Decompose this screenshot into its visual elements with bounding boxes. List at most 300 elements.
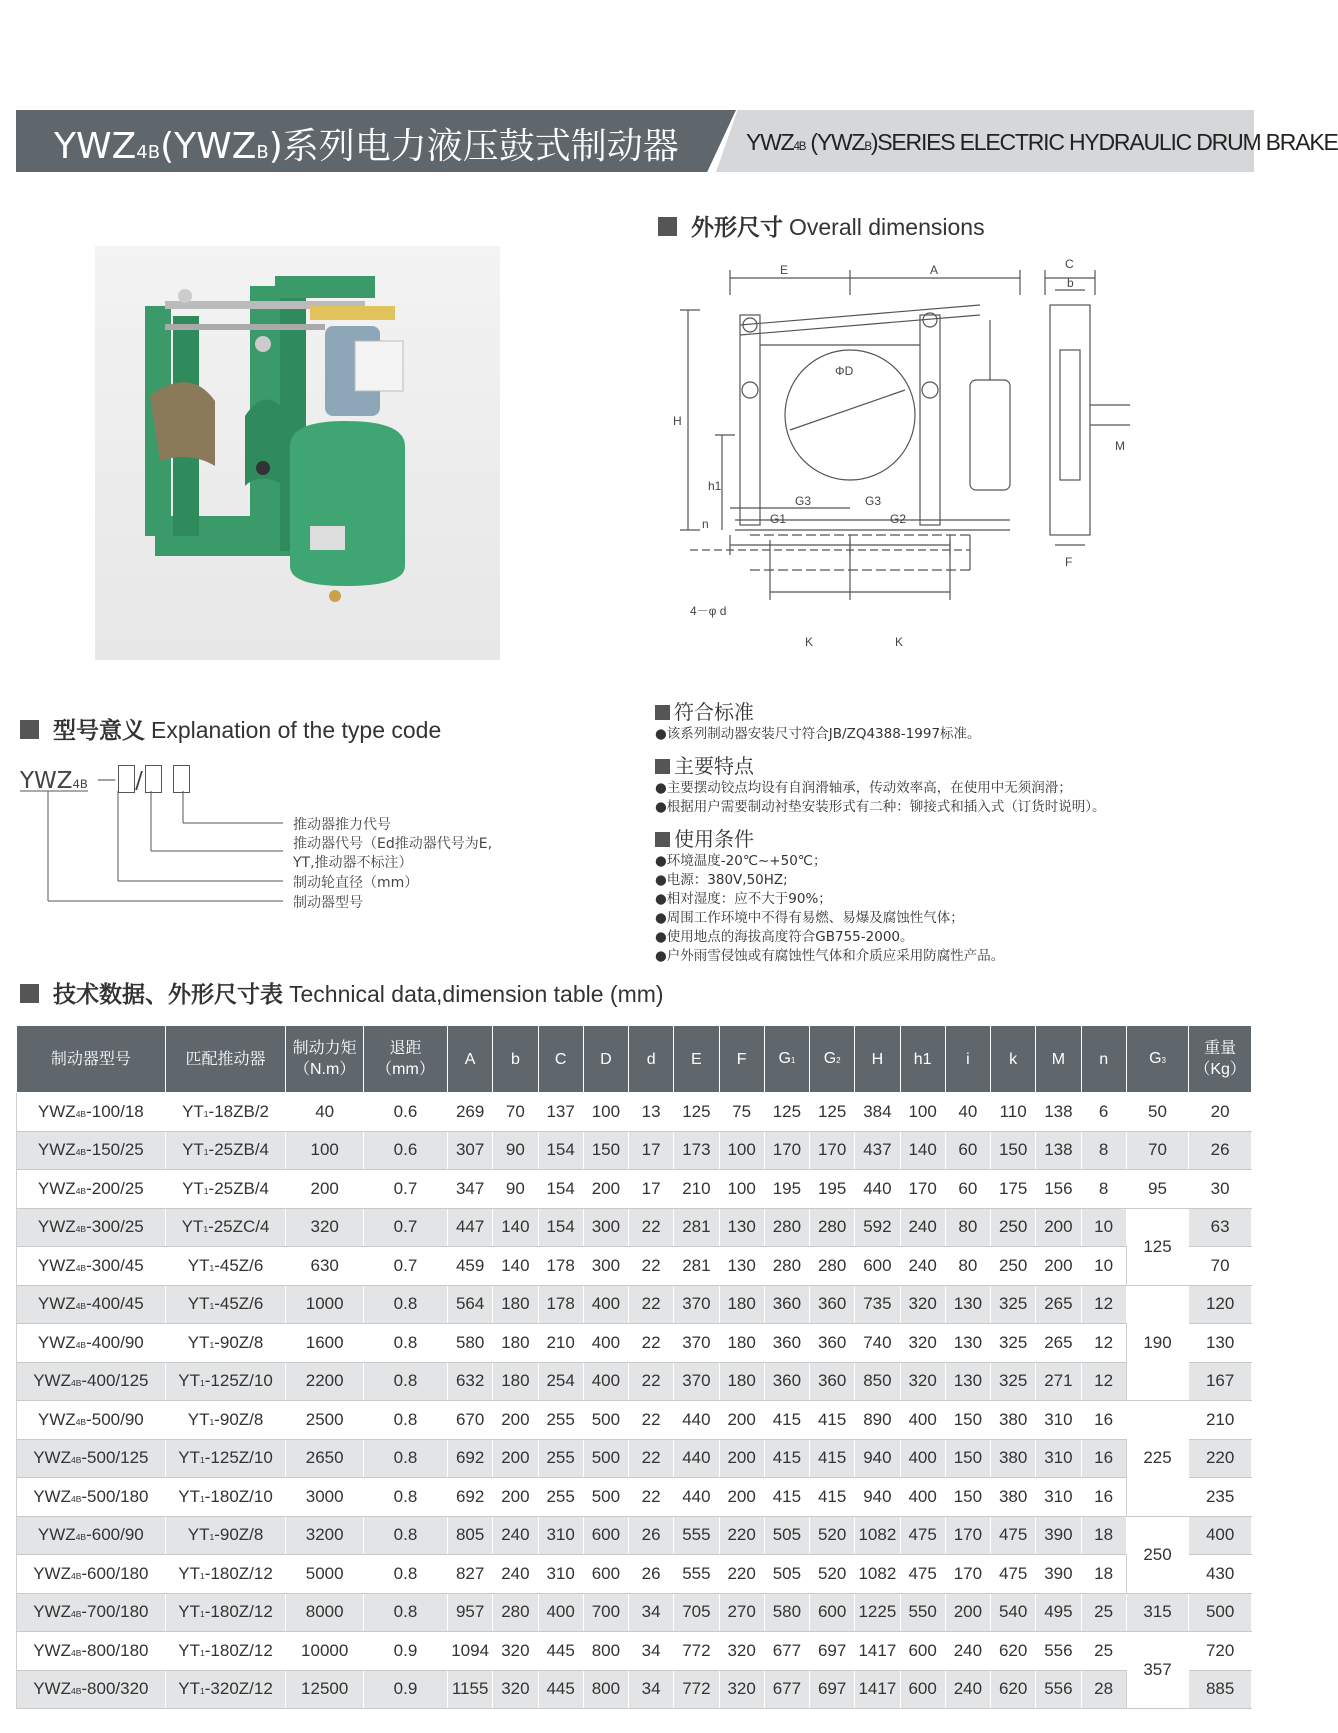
cell-h1: 550 xyxy=(900,1593,945,1632)
cell-pusher: YT1-90Z/8 xyxy=(165,1401,286,1440)
cell-D: 600 xyxy=(583,1516,628,1555)
cell-C: 255 xyxy=(538,1478,583,1517)
cell-G2: 195 xyxy=(810,1170,855,1209)
cell-r: 0.7 xyxy=(363,1247,447,1286)
cell-i: 80 xyxy=(945,1247,990,1286)
cell-pusher: YT1-180Z/12 xyxy=(165,1555,286,1594)
cell-b: 200 xyxy=(493,1478,538,1517)
product-photo xyxy=(95,246,500,660)
cell-pusher: YT1-90Z/8 xyxy=(165,1516,286,1555)
conditions-line: ●相对湿度：应不大于90%； xyxy=(655,891,832,907)
cell-weight: 210 xyxy=(1189,1401,1252,1440)
cell-pusher: YT1-180Z/10 xyxy=(165,1478,286,1517)
cell-model: YWZ4B-400/125 xyxy=(17,1362,166,1401)
table-row xyxy=(17,1093,1252,1132)
label-G2: G2 xyxy=(890,512,907,526)
cell-G2: 697 xyxy=(810,1670,855,1709)
conditions-line: ●使用地点的海拔高度符合GB755-2000。 xyxy=(655,929,914,945)
cell-h1: 140 xyxy=(900,1131,945,1170)
cell-t: 200 xyxy=(286,1170,364,1209)
conditions-line: ●环境温度-20℃~+50℃； xyxy=(655,853,827,869)
cell-n: 12 xyxy=(1081,1285,1126,1324)
cell-b: 180 xyxy=(493,1362,538,1401)
cell-h1: 600 xyxy=(900,1632,945,1671)
cell-t: 100 xyxy=(286,1131,364,1170)
cell-A: 957 xyxy=(448,1593,493,1632)
cell-D: 400 xyxy=(583,1324,628,1363)
cell-k: 175 xyxy=(991,1170,1036,1209)
cell-b: 200 xyxy=(493,1439,538,1478)
cell-G2: 360 xyxy=(810,1285,855,1324)
cell-G1: 360 xyxy=(764,1362,809,1401)
cell-H: 735 xyxy=(855,1285,900,1324)
cell-d: 22 xyxy=(629,1439,674,1478)
cell-pusher: YT1-90Z/8 xyxy=(165,1324,286,1363)
cell-model: YWZ4B-500/125 xyxy=(17,1439,166,1478)
cell-b: 180 xyxy=(493,1324,538,1363)
title-cn: YWZ4B(YWZB)系列电力液压鼓式制动器 xyxy=(54,126,679,167)
cell-t: 40 xyxy=(286,1093,364,1132)
cell-G2: 415 xyxy=(810,1401,855,1440)
cell-H: 740 xyxy=(855,1324,900,1363)
cell-b: 90 xyxy=(493,1170,538,1209)
cell-b: 90 xyxy=(493,1131,538,1170)
cell-G3: 315 xyxy=(1126,1593,1189,1632)
specs-block xyxy=(655,690,1255,966)
cell-d: 34 xyxy=(629,1670,674,1709)
table-row xyxy=(17,1131,1252,1170)
standard-heading: 符合标准 xyxy=(655,696,1255,725)
cell-h1: 475 xyxy=(900,1516,945,1555)
cell-i: 170 xyxy=(945,1516,990,1555)
label-C: C xyxy=(1065,257,1074,271)
cell-b: 140 xyxy=(493,1247,538,1286)
cell-d: 34 xyxy=(629,1593,674,1632)
cell-H: 940 xyxy=(855,1478,900,1517)
cell-model: YWZ4B-300/25 xyxy=(17,1208,166,1247)
col-i: i xyxy=(945,1026,990,1093)
cell-G2: 125 xyxy=(810,1093,855,1132)
cell-n: 18 xyxy=(1081,1516,1126,1555)
cell-k: 380 xyxy=(991,1439,1036,1478)
standard-line: ●该系列制动器安装尺寸符合JB/ZQ4388-1997标准。 xyxy=(655,726,981,742)
cell-h1: 400 xyxy=(900,1401,945,1440)
square-bullet-icon xyxy=(655,832,670,847)
cell-C: 154 xyxy=(538,1208,583,1247)
cell-n: 28 xyxy=(1081,1670,1126,1709)
cell-A: 580 xyxy=(448,1324,493,1363)
cell-i: 130 xyxy=(945,1285,990,1324)
cell-G2: 280 xyxy=(810,1208,855,1247)
cell-r: 0.8 xyxy=(363,1362,447,1401)
cell-model: YWZ4B-800/180 xyxy=(17,1632,166,1671)
cell-i: 240 xyxy=(945,1670,990,1709)
cell-D: 800 xyxy=(583,1670,628,1709)
cell-d: 22 xyxy=(629,1324,674,1363)
cell-weight: 20 xyxy=(1189,1093,1252,1132)
title-banner xyxy=(16,110,1338,172)
label-M: M xyxy=(1115,439,1125,453)
cell-H: 1225 xyxy=(855,1593,900,1632)
cell-G1: 280 xyxy=(764,1208,809,1247)
cell-b: 320 xyxy=(493,1670,538,1709)
cell-h1: 240 xyxy=(900,1208,945,1247)
cell-t: 2200 xyxy=(286,1362,364,1401)
cell-G2: 600 xyxy=(810,1593,855,1632)
cell-n: 10 xyxy=(1081,1208,1126,1247)
cell-n: 25 xyxy=(1081,1632,1126,1671)
cell-E: 210 xyxy=(674,1170,719,1209)
cell-d: 17 xyxy=(629,1131,674,1170)
cell-D: 500 xyxy=(583,1401,628,1440)
cell-h1: 240 xyxy=(900,1247,945,1286)
cell-F: 270 xyxy=(719,1593,764,1632)
label-E: E xyxy=(780,263,789,277)
cell-A: 459 xyxy=(448,1247,493,1286)
cell-G1: 280 xyxy=(764,1247,809,1286)
cell-h1: 170 xyxy=(900,1170,945,1209)
cell-G1: 677 xyxy=(764,1670,809,1709)
cell-r: 0.8 xyxy=(363,1555,447,1594)
table-row xyxy=(17,1362,1252,1401)
square-bullet-icon xyxy=(655,705,670,720)
col-model: 制动器型号 xyxy=(17,1026,166,1093)
cell-M: 200 xyxy=(1036,1247,1081,1286)
code-line-3: YT,推动器不标注） xyxy=(293,855,413,871)
cell-E: 370 xyxy=(674,1362,719,1401)
cell-D: 800 xyxy=(583,1632,628,1671)
cell-G2: 415 xyxy=(810,1439,855,1478)
square-bullet-icon xyxy=(655,759,670,774)
cell-G3: 250 xyxy=(1126,1516,1189,1593)
cell-M: 556 xyxy=(1036,1632,1081,1671)
cell-r: 0.8 xyxy=(363,1401,447,1440)
cell-D: 400 xyxy=(583,1362,628,1401)
cell-H: 440 xyxy=(855,1170,900,1209)
cell-E: 281 xyxy=(674,1208,719,1247)
cell-F: 180 xyxy=(719,1362,764,1401)
cell-H: 940 xyxy=(855,1439,900,1478)
cell-i: 60 xyxy=(945,1170,990,1209)
cell-n: 16 xyxy=(1081,1478,1126,1517)
cell-b: 240 xyxy=(493,1516,538,1555)
cell-D: 500 xyxy=(583,1478,628,1517)
cell-weight: 167 xyxy=(1189,1362,1252,1401)
cell-h1: 100 xyxy=(900,1093,945,1132)
cell-k: 150 xyxy=(991,1131,1036,1170)
table-row xyxy=(17,1208,1252,1247)
conditions-line: ●周围工作环境中不得有易燃、易爆及腐蚀性气体； xyxy=(655,910,964,926)
cell-pusher: YT1-125Z/10 xyxy=(165,1362,286,1401)
cell-r: 0.8 xyxy=(363,1516,447,1555)
cell-weight: 235 xyxy=(1189,1478,1252,1517)
cell-k: 250 xyxy=(991,1208,1036,1247)
square-bullet-icon xyxy=(20,720,39,739)
cell-A: 447 xyxy=(448,1208,493,1247)
cell-t: 1600 xyxy=(286,1324,364,1363)
cell-model: YWZ4B-600/180 xyxy=(17,1555,166,1594)
cell-i: 40 xyxy=(945,1093,990,1132)
cell-pusher: YT1-25ZB/4 xyxy=(165,1170,286,1209)
cell-d: 22 xyxy=(629,1401,674,1440)
cell-pusher: YT1-180Z/12 xyxy=(165,1632,286,1671)
cell-r: 0.6 xyxy=(363,1131,447,1170)
table-header-row xyxy=(17,1026,1252,1093)
cell-E: 555 xyxy=(674,1516,719,1555)
table-row xyxy=(17,1670,1252,1709)
cell-n: 10 xyxy=(1081,1247,1126,1286)
table-row xyxy=(17,1170,1252,1209)
cell-D: 200 xyxy=(583,1170,628,1209)
cell-C: 255 xyxy=(538,1439,583,1478)
col-n: n xyxy=(1081,1026,1126,1093)
cell-d: 22 xyxy=(629,1285,674,1324)
label-F: F xyxy=(1065,555,1073,569)
cell-F: 75 xyxy=(719,1093,764,1132)
cell-M: 310 xyxy=(1036,1478,1081,1517)
cell-E: 440 xyxy=(674,1478,719,1517)
label-G3a: G3 xyxy=(795,494,812,508)
cell-r: 0.8 xyxy=(363,1439,447,1478)
cell-G2: 697 xyxy=(810,1632,855,1671)
cell-model: YWZ4B-800/320 xyxy=(17,1670,166,1709)
label-G3b: G3 xyxy=(865,494,882,508)
cell-H: 890 xyxy=(855,1401,900,1440)
cell-A: 670 xyxy=(448,1401,493,1440)
col-D: D xyxy=(583,1026,628,1093)
cell-F: 130 xyxy=(719,1247,764,1286)
cell-model: YWZ4B-150/25 xyxy=(17,1131,166,1170)
cell-H: 1417 xyxy=(855,1670,900,1709)
cell-t: 8000 xyxy=(286,1593,364,1632)
cell-D: 500 xyxy=(583,1439,628,1478)
cell-G2: 280 xyxy=(810,1247,855,1286)
cell-A: 269 xyxy=(448,1093,493,1132)
col-torque: 制动力矩 （N.m） xyxy=(286,1026,364,1093)
cell-weight: 400 xyxy=(1189,1516,1252,1555)
cell-F: 200 xyxy=(719,1439,764,1478)
cell-G3: 125 xyxy=(1126,1208,1189,1285)
cell-F: 180 xyxy=(719,1285,764,1324)
cell-n: 16 xyxy=(1081,1439,1126,1478)
cell-pusher: YT1-25ZB/4 xyxy=(165,1131,286,1170)
cell-n: 12 xyxy=(1081,1324,1126,1363)
cell-E: 370 xyxy=(674,1324,719,1363)
cell-k: 380 xyxy=(991,1401,1036,1440)
cell-A: 307 xyxy=(448,1131,493,1170)
cell-G1: 580 xyxy=(764,1593,809,1632)
cell-E: 370 xyxy=(674,1285,719,1324)
cell-h1: 320 xyxy=(900,1285,945,1324)
cell-C: 154 xyxy=(538,1170,583,1209)
table-row xyxy=(17,1632,1252,1671)
cell-weight: 885 xyxy=(1189,1670,1252,1709)
cell-M: 495 xyxy=(1036,1593,1081,1632)
cell-r: 0.8 xyxy=(363,1324,447,1363)
cell-E: 173 xyxy=(674,1131,719,1170)
cell-M: 556 xyxy=(1036,1670,1081,1709)
col-E: E xyxy=(674,1026,719,1093)
cell-d: 22 xyxy=(629,1208,674,1247)
cell-M: 265 xyxy=(1036,1285,1081,1324)
table-row xyxy=(17,1401,1252,1440)
cell-D: 300 xyxy=(583,1247,628,1286)
cell-M: 271 xyxy=(1036,1362,1081,1401)
cell-t: 12500 xyxy=(286,1670,364,1709)
cell-b: 70 xyxy=(493,1093,538,1132)
cell-M: 310 xyxy=(1036,1439,1081,1478)
cell-k: 620 xyxy=(991,1632,1036,1671)
cell-weight: 120 xyxy=(1189,1285,1252,1324)
table-row xyxy=(17,1285,1252,1324)
drum-brake-illustration xyxy=(95,246,500,660)
cell-G1: 170 xyxy=(764,1131,809,1170)
cell-model: YWZ4B-600/90 xyxy=(17,1516,166,1555)
cell-H: 384 xyxy=(855,1093,900,1132)
conditions-heading: 使用条件 xyxy=(655,823,1255,852)
label-phiD: ΦD xyxy=(835,364,854,378)
cell-weight: 500 xyxy=(1189,1593,1252,1632)
cell-b: 140 xyxy=(493,1208,538,1247)
code-line-2: 推动器代号（Ed推动器代号为E, xyxy=(293,836,493,852)
label-Kb: K xyxy=(895,635,904,649)
cell-M: 265 xyxy=(1036,1324,1081,1363)
cell-M: 156 xyxy=(1036,1170,1081,1209)
label-4d: 4－φ d xyxy=(690,604,727,618)
cell-weight: 63 xyxy=(1189,1208,1252,1247)
cell-t: 630 xyxy=(286,1247,364,1286)
cell-F: 320 xyxy=(719,1670,764,1709)
label-b: b xyxy=(1067,276,1074,290)
cell-k: 380 xyxy=(991,1478,1036,1517)
cell-i: 60 xyxy=(945,1131,990,1170)
table-row xyxy=(17,1324,1252,1363)
cell-r: 0.9 xyxy=(363,1670,447,1709)
cell-F: 320 xyxy=(719,1632,764,1671)
title-en: YWZ4B (YWZB)SERIES ELECTRIC HYDRAULIC DRUM BRAKE xyxy=(746,129,1338,155)
cell-A: 692 xyxy=(448,1439,493,1478)
cell-D: 700 xyxy=(583,1593,628,1632)
cell-k: 325 xyxy=(991,1362,1036,1401)
cell-n: 25 xyxy=(1081,1593,1126,1632)
cell-d: 26 xyxy=(629,1516,674,1555)
cell-h1: 320 xyxy=(900,1362,945,1401)
cell-i: 150 xyxy=(945,1439,990,1478)
cell-E: 772 xyxy=(674,1632,719,1671)
cell-r: 0.7 xyxy=(363,1170,447,1209)
cell-t: 5000 xyxy=(286,1555,364,1594)
conditions-line: ●户外雨雪侵蚀或有腐蚀性气体和介质应采用防腐性产品。 xyxy=(655,948,1005,964)
cell-G3: 357 xyxy=(1126,1632,1189,1709)
code-line-5: 制动器型号 xyxy=(293,895,363,911)
cell-n: 8 xyxy=(1081,1131,1126,1170)
cell-h1: 400 xyxy=(900,1439,945,1478)
cell-weight: 70 xyxy=(1189,1247,1252,1286)
cell-G3: 225 xyxy=(1126,1401,1189,1517)
table-row xyxy=(17,1555,1252,1594)
cell-model: YWZ4B-500/90 xyxy=(17,1401,166,1440)
cell-D: 100 xyxy=(583,1093,628,1132)
cell-model: YWZ4B-400/90 xyxy=(17,1324,166,1363)
cell-model: YWZ4B-400/45 xyxy=(17,1285,166,1324)
cell-d: 17 xyxy=(629,1170,674,1209)
cell-A: 1094 xyxy=(448,1632,493,1671)
cell-pusher: YT1-18ZB/2 xyxy=(165,1093,286,1132)
table-row xyxy=(17,1439,1252,1478)
square-bullet-icon xyxy=(658,217,677,236)
cell-model: YWZ4B-100/18 xyxy=(17,1093,166,1132)
cell-H: 1082 xyxy=(855,1555,900,1594)
cell-H: 1417 xyxy=(855,1632,900,1671)
table-row xyxy=(17,1247,1252,1286)
cell-G3: 95 xyxy=(1126,1170,1189,1209)
cell-A: 827 xyxy=(448,1555,493,1594)
label-Ka: K xyxy=(805,635,814,649)
cell-k: 250 xyxy=(991,1247,1036,1286)
col-retreat: 退距 （mm） xyxy=(363,1026,447,1093)
cell-A: 632 xyxy=(448,1362,493,1401)
cell-C: 178 xyxy=(538,1247,583,1286)
table-row xyxy=(17,1478,1252,1517)
cell-G1: 415 xyxy=(764,1401,809,1440)
cell-F: 220 xyxy=(719,1516,764,1555)
cell-H: 1082 xyxy=(855,1516,900,1555)
cell-i: 80 xyxy=(945,1208,990,1247)
col-G1: G1 xyxy=(764,1026,809,1093)
cell-b: 280 xyxy=(493,1593,538,1632)
features-line: ●主要摆动铰点均设有自润滑轴承，传动效率高，在使用中无须润滑； xyxy=(655,780,1072,796)
type-code-heading: 型号意义 Explanation of the type code xyxy=(20,712,441,745)
cell-C: 310 xyxy=(538,1555,583,1594)
cell-r: 0.8 xyxy=(363,1285,447,1324)
dimension-diagram xyxy=(640,250,1240,670)
cell-n: 8 xyxy=(1081,1170,1126,1209)
cell-r: 0.9 xyxy=(363,1632,447,1671)
type-code-diagram xyxy=(18,758,578,918)
cell-weight: 430 xyxy=(1189,1555,1252,1594)
cell-G1: 360 xyxy=(764,1324,809,1363)
cell-k: 325 xyxy=(991,1324,1036,1363)
cell-h1: 320 xyxy=(900,1324,945,1363)
col-G3: G3 xyxy=(1126,1026,1189,1093)
cell-d: 26 xyxy=(629,1555,674,1594)
cell-G2: 360 xyxy=(810,1362,855,1401)
cell-C: 255 xyxy=(538,1401,583,1440)
cell-D: 600 xyxy=(583,1555,628,1594)
cell-C: 400 xyxy=(538,1593,583,1632)
cell-weight: 30 xyxy=(1189,1170,1252,1209)
cell-G1: 415 xyxy=(764,1478,809,1517)
cell-M: 390 xyxy=(1036,1555,1081,1594)
cell-C: 310 xyxy=(538,1516,583,1555)
cell-A: 347 xyxy=(448,1170,493,1209)
cell-H: 600 xyxy=(855,1247,900,1286)
cell-weight: 26 xyxy=(1189,1131,1252,1170)
col-k: k xyxy=(991,1026,1036,1093)
cell-A: 564 xyxy=(448,1285,493,1324)
cell-pusher: YT1-25ZC/4 xyxy=(165,1208,286,1247)
cell-t: 1000 xyxy=(286,1285,364,1324)
cell-G3: 190 xyxy=(1126,1285,1189,1401)
cell-D: 150 xyxy=(583,1131,628,1170)
cell-M: 390 xyxy=(1036,1516,1081,1555)
col-F: F xyxy=(719,1026,764,1093)
cell-F: 200 xyxy=(719,1401,764,1440)
cell-t: 320 xyxy=(286,1208,364,1247)
cell-pusher: YT1-45Z/6 xyxy=(165,1285,286,1324)
cell-A: 805 xyxy=(448,1516,493,1555)
features-line: ●根据用户需要制动衬垫安装形式有二种：铆接式和插入式（订货时说明）。 xyxy=(655,799,1106,815)
